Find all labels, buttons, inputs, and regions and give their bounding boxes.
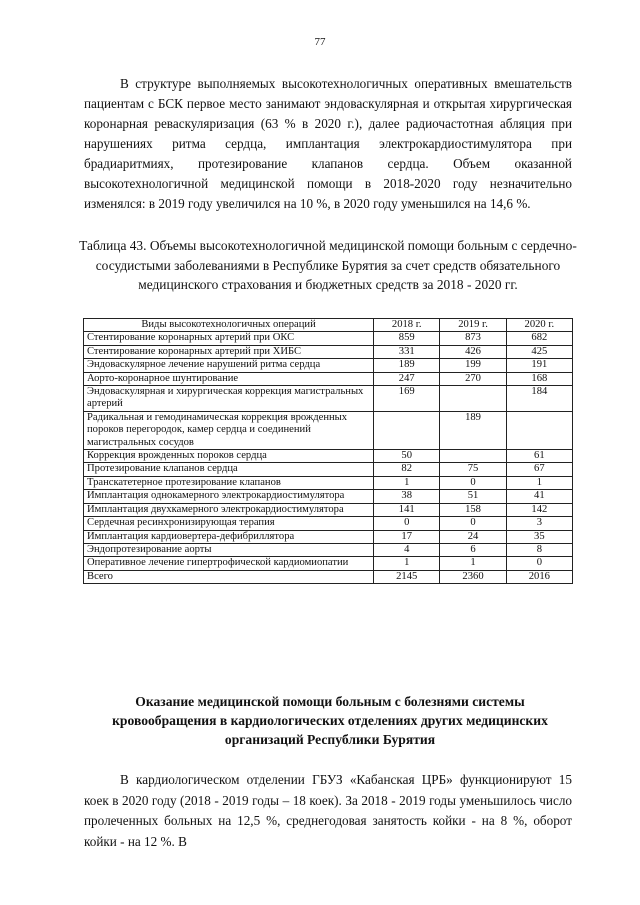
table-row [84,332,573,345]
header-2020: 2020 г. [506,319,572,332]
table-row [84,359,573,372]
value-cell: 270 [440,372,506,385]
operation-name-cell: Оперативное лечение гипертрофической кардиомиопатии [84,557,374,570]
operation-name-cell: Имплантация однокамерного электрокардиостимулятора [84,490,374,503]
value-cell: 38 [374,490,440,503]
value-cell: 0 [506,557,572,570]
value-cell: 17 [374,530,440,543]
header-operation-type: Виды высокотехнологичных операций [84,319,374,332]
table-row [84,557,573,570]
value-cell: 425 [506,345,572,358]
value-cell: 82 [374,463,440,476]
table-row [84,503,573,516]
table-row [84,411,573,449]
table-row [84,570,573,583]
table-row [84,543,573,556]
value-cell: 6 [440,543,506,556]
operation-name-cell: Эндоваскулярная и хирургическая коррекция магистральных артерий [84,386,374,412]
value-cell: 4 [374,543,440,556]
section-heading: Оказание медицинской помощи больным с болезнями системы кровообращения в кардиологических отделениях других медицинских организаций Республики Бурятия [112,694,548,747]
value-cell: 0 [440,517,506,530]
value-cell: 75 [440,463,506,476]
value-cell [506,411,572,449]
value-cell: 24 [440,530,506,543]
page-number: 77 [314,36,326,48]
table-row [84,476,573,489]
value-cell: 191 [506,359,572,372]
closing-paragraph: В кардиологическом отделении ГБУЗ «Кабанская ЦРБ» функционируют 15 коек в 2020 году (2018 - 2019 годы – 18 коек). За 2018 - 2019 годы уменьшилось число пролеченных больных на 12,5 %, среднегодовая занятость койки - на 8 %, оборот койки - на 12 %. В [84,772,572,849]
header-2019: 2019 г. [440,319,506,332]
value-cell: 682 [506,332,572,345]
value-cell: 8 [506,543,572,556]
value-cell: 0 [374,517,440,530]
table-row [84,345,573,358]
operation-name-cell: Имплантация кардиовертера-дефибриллятора [84,530,374,543]
value-cell: 184 [506,386,572,412]
table-row [84,530,573,543]
value-cell: 2016 [506,570,572,583]
header-2018: 2018 г. [374,319,440,332]
value-cell: 168 [506,372,572,385]
value-cell: 169 [374,386,440,412]
operation-name-cell: Стентирование коронарных артерий при ХИБС [84,345,374,358]
operation-name-cell: Эндоваскулярное лечение нарушений ритма сердца [84,359,374,372]
value-cell: 189 [374,359,440,372]
value-cell: 331 [374,345,440,358]
value-cell: 3 [506,517,572,530]
table-row [84,490,573,503]
value-cell: 199 [440,359,506,372]
table-row [84,517,573,530]
operation-name-cell: Транскатетерное протезирование клапанов [84,476,374,489]
vmp-volumes-table [83,318,573,584]
value-cell [440,450,506,463]
value-cell: 859 [374,332,440,345]
value-cell: 141 [374,503,440,516]
value-cell: 1 [440,557,506,570]
value-cell: 35 [506,530,572,543]
table-caption: Таблица 43. Объемы высокотехнологичной медицинской помощи больным с сердечно-сосудистыми заболеваниями в Республике Бурятия за счет средств обязательного медицинского страхования и бюджетных средств за 2018 - 2020 гг. [79,238,577,292]
value-cell: 51 [440,490,506,503]
operation-name-cell: Всего [84,570,374,583]
value-cell: 2145 [374,570,440,583]
value-cell: 50 [374,450,440,463]
table-row [84,386,573,412]
operation-name-cell: Сердечная ресинхронизирующая терапия [84,517,374,530]
value-cell: 1 [374,476,440,489]
value-cell: 41 [506,490,572,503]
table-row [84,372,573,385]
operation-name-cell: Радикальная и гемодинамическая коррекция врожденных пороков перегородок, камер сердца и соединений магистральных сосудов [84,411,374,449]
value-cell: 189 [440,411,506,449]
value-cell: 426 [440,345,506,358]
value-cell [440,386,506,412]
operation-name-cell: Аорто-коронарное шунтирование [84,372,374,385]
value-cell: 61 [506,450,572,463]
value-cell: 1 [374,557,440,570]
operation-name-cell: Эндопротезирование аорты [84,543,374,556]
value-cell: 0 [440,476,506,489]
table-row [84,463,573,476]
value-cell: 873 [440,332,506,345]
table-row [84,450,573,463]
value-cell: 142 [506,503,572,516]
intro-paragraph: В структуре выполняемых высокотехнологичных оперативных вмешательств пациентам с БСК первое место занимают эндоваскулярная и открытая хирургическая коронарная реваскуляризация (63 % в 2020 г.), далее радиочастотная абляция при нарушениях ритма сердца, имплантация электрокардиостимулятора при брадиаритмиях, протезирование клапанов сердца. Объем оказанной высокотехнологичной медицинской помощи в 2018-2020 году незначительно изменялся: в 2019 году увеличился на 10 %, в 2020 году уменьшился на 14,6 %. [84,76,572,211]
value-cell: 158 [440,503,506,516]
value-cell [374,411,440,449]
operation-name-cell: Протезирование клапанов сердца [84,463,374,476]
operation-name-cell: Имплантация двухкамерного электрокардиостимулятора [84,503,374,516]
operation-name-cell: Коррекция врожденных пороков сердца [84,450,374,463]
value-cell: 1 [506,476,572,489]
table-header-row [84,319,573,332]
value-cell: 2360 [440,570,506,583]
operation-name-cell: Стентирование коронарных артерий при ОКС [84,332,374,345]
value-cell: 67 [506,463,572,476]
value-cell: 247 [374,372,440,385]
